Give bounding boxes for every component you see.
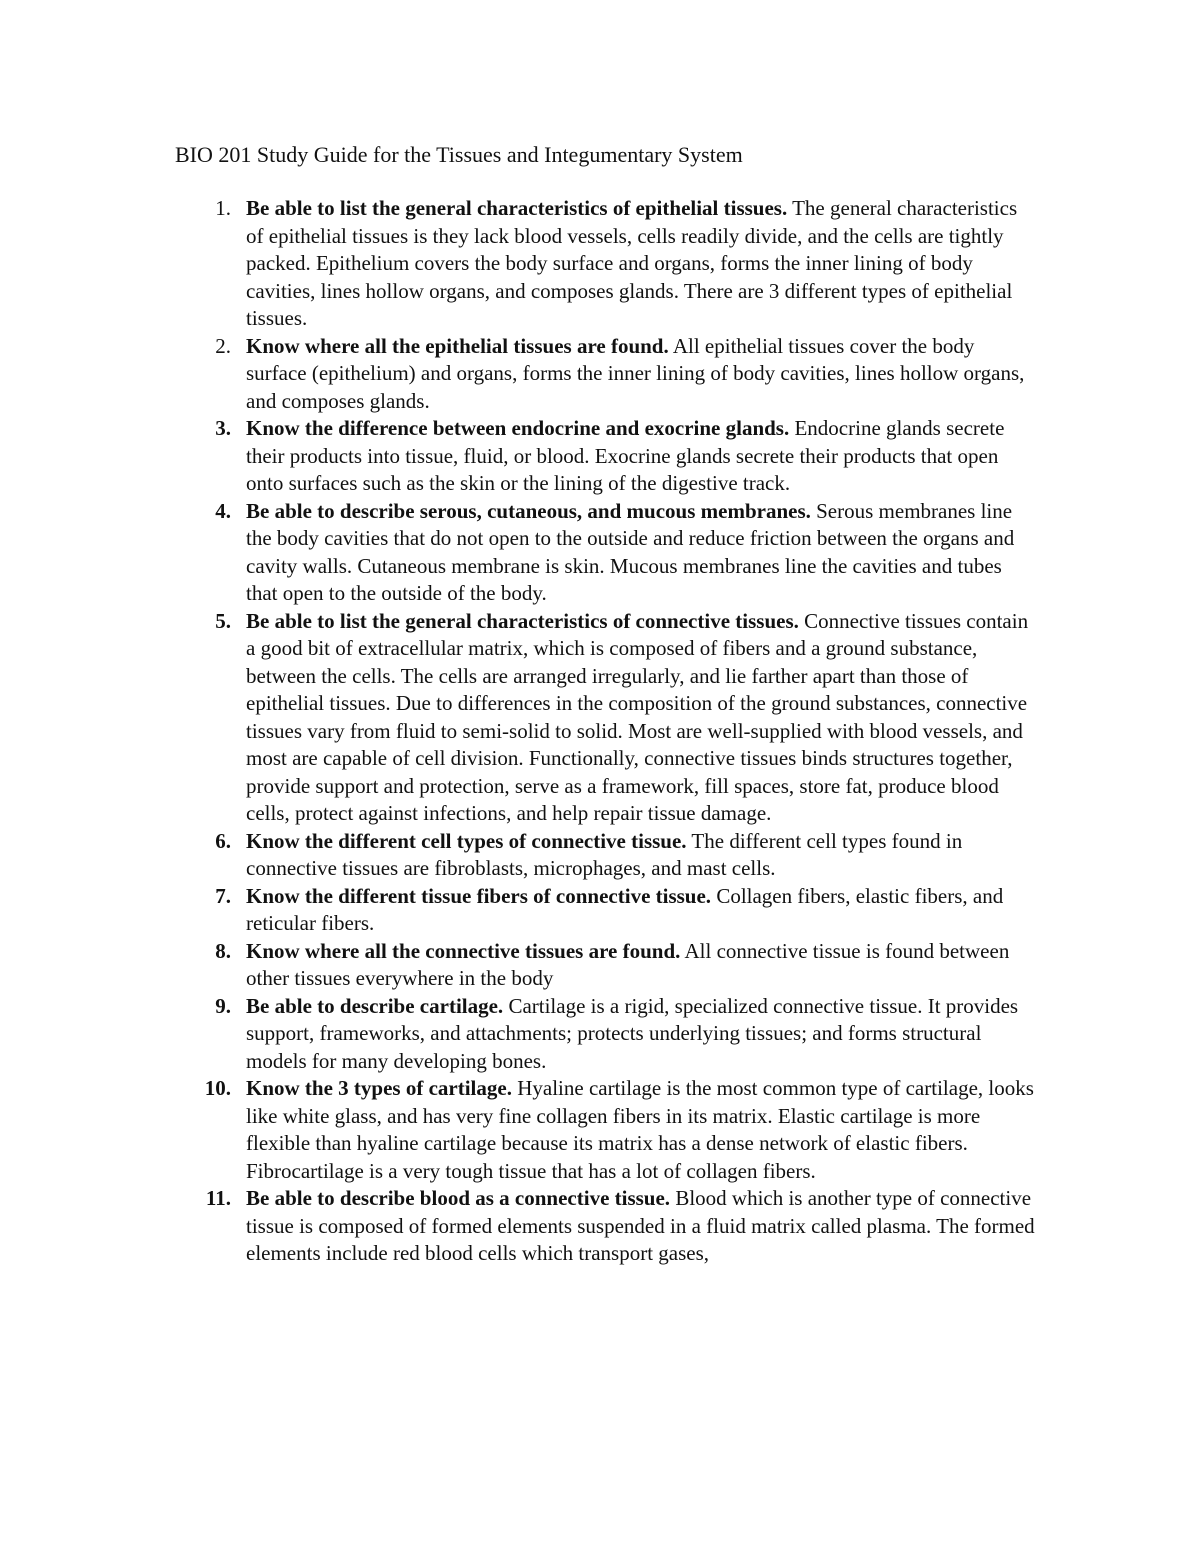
item-text: The general characteristics of epithelial tissues is they lack blood vessels, cells readily divide, and the cells are tightly packed. Epithelium covers the body surface and organs, forms the inner lining of body cavities, lines hollow organs, and composes glands. There are 3 different types of epithelial tissues. xyxy=(246,196,1018,330)
item-number: 7. xyxy=(215,883,231,908)
item-text: All epithelial tissues cover the body surface (epithelium) and organs, forms the inner lining of body cavities, lines hollow organs, and composes glands. xyxy=(246,333,1025,413)
item-heading: Be able to list the general characteristics of connective tissues. xyxy=(246,608,799,633)
item-heading: Know the different cell types of connective tissue. xyxy=(246,828,687,853)
item-text: Endocrine glands secrete their products into tissue, fluid, or blood. Exocrine glands secrete their products that open onto surfaces such as the skin or the lining of the digestive track. xyxy=(246,416,1005,495)
item-number: 1. xyxy=(215,196,231,220)
item-text: Connective tissues contain a good bit of extracellular matrix, which is composed of fibers and a ground substance, between the cells. The cells are arranged irregularly, and lie farther apart than those of epithelial tissues. Due to differences in the composition of the ground substances, connective tissues vary from fluid to semi-solid to solid. Most are well-supplied with blood vessels, and most are capable of cell division. Functionally, connective tissues binds structures together, provide support and protection, serve as a framework, fill spaces, store fat, produce blood cells, protect against infections, and help repair tissue damage. xyxy=(246,608,1029,825)
item-text: All connective tissue is found between other tissues everywhere in the body xyxy=(246,938,1010,990)
item-heading: Know where all the epithelial tissues are found. xyxy=(246,333,669,358)
item-heading: Be able to describe cartilage. xyxy=(246,993,504,1018)
page-title: BIO 201 Study Guide for the Tissues and Integumentary System xyxy=(175,142,743,167)
item-heading: Know where all the connective tissues are found. xyxy=(246,938,681,963)
study-item-9 xyxy=(175,993,1035,1076)
item-heading: Be able to list the general characteristics of epithelial tissues. xyxy=(246,196,788,220)
study-item-7 xyxy=(175,883,1035,938)
item-heading: Be able to describe serous, cutaneous, and mucous membranes. xyxy=(246,498,811,523)
study-item-8 xyxy=(175,938,1035,993)
study-item-10 xyxy=(175,1075,1035,1185)
item-text: Blood which is another type of connective tissue is composed of formed elements suspended in a fluid matrix called plasma. The formed elements include red blood cells which transport gases, xyxy=(246,1186,1035,1265)
item-body xyxy=(246,828,1035,883)
study-item-4 xyxy=(175,498,1035,608)
item-body xyxy=(246,415,1035,498)
item-heading: Know the different tissue fibers of connective tissue. xyxy=(246,883,712,908)
study-item-5 xyxy=(175,608,1035,828)
item-text: Collagen fibers, elastic fibers, and reticular fibers. xyxy=(246,883,1004,935)
item-body xyxy=(246,608,1035,828)
study-item-6 xyxy=(175,828,1035,883)
item-text: Hyaline cartilage is the most common type of cartilage, looks like white glass, and has very fine collagen fibers in its matrix. Elastic cartilage is more flexible than hyaline cartilage because its matrix has a dense network of elastic fibers. Fibrocartilage is a very tough tissue that has a lot of collagen fibers. xyxy=(246,1076,1034,1183)
item-number: 9. xyxy=(215,993,231,1018)
item-body xyxy=(246,1075,1035,1185)
item-number: 8. xyxy=(215,938,231,963)
item-number: 11. xyxy=(205,1186,231,1210)
item-number: 10. xyxy=(204,1076,231,1100)
item-body xyxy=(246,333,1035,416)
study-item-11 xyxy=(175,1185,1035,1268)
item-body xyxy=(246,883,1035,938)
study-item-2 xyxy=(175,333,1035,416)
item-number: 5. xyxy=(215,608,231,633)
item-body xyxy=(246,498,1035,608)
item-number: 4. xyxy=(215,498,231,523)
study-item-3 xyxy=(175,415,1035,498)
item-heading: Know the difference between endocrine and exocrine glands. xyxy=(246,416,790,440)
item-text: Cartilage is a rigid, specialized connective tissue. It provides support, frameworks, and attachments; protects underlying tissues; and forms structural models for many developing bones. xyxy=(246,993,1019,1073)
item-text: The different cell types found in connective tissues are fibroblasts, microphages, and mast cells. xyxy=(246,828,963,880)
item-text: Serous membranes line the body cavities that do not open to the outside and reduce friction between the organs and cavity walls. Cutaneous membrane is skin. Mucous membranes line the cavities and tubes that open to the outside of the body. xyxy=(246,498,1015,605)
item-body xyxy=(246,993,1035,1076)
item-body xyxy=(246,195,1035,333)
item-number: 3. xyxy=(215,416,231,440)
study-item-1 xyxy=(175,195,1035,333)
item-heading: Be able to describe blood as a connective tissue. xyxy=(246,1186,671,1210)
item-number: 2. xyxy=(215,333,231,358)
item-body xyxy=(246,938,1035,993)
item-heading: Know the 3 types of cartilage. xyxy=(246,1076,512,1100)
study-question-list xyxy=(175,195,1035,1268)
item-number: 6. xyxy=(215,828,231,853)
item-body xyxy=(246,1185,1035,1268)
